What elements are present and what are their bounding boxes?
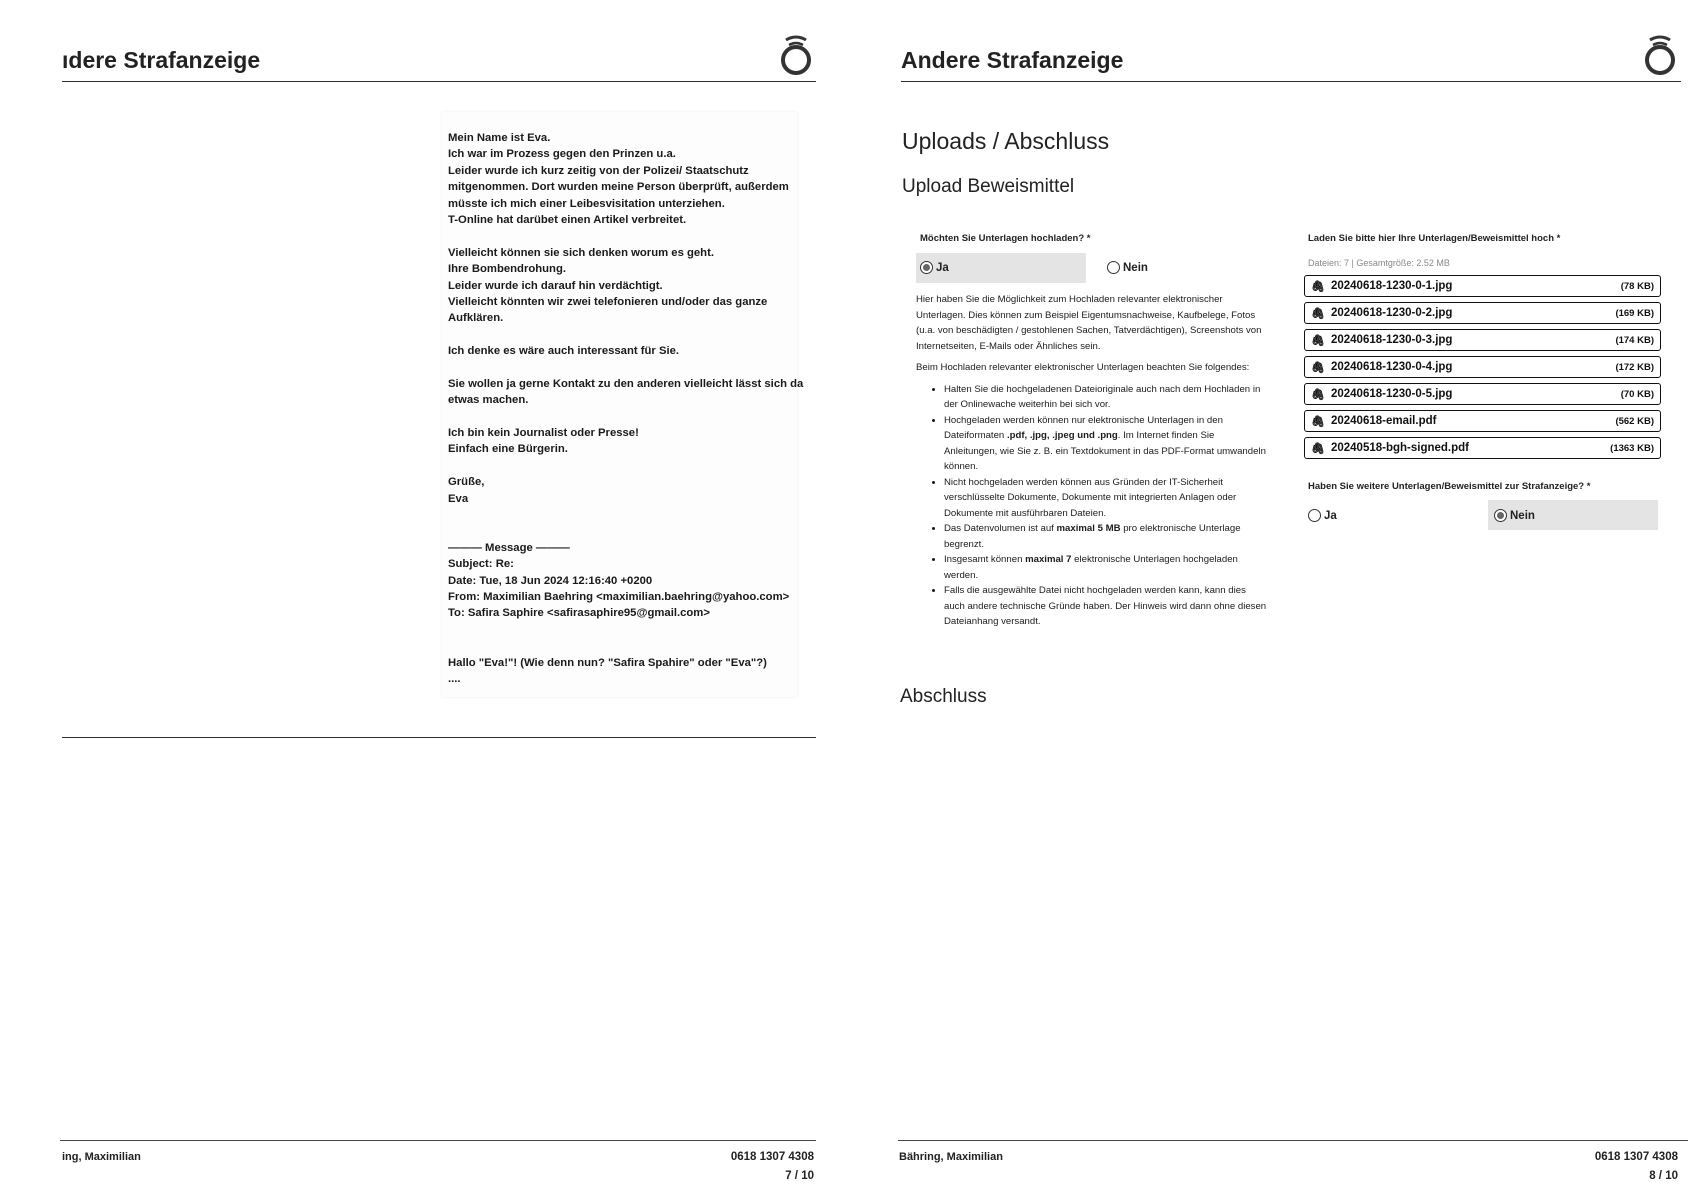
- email-line: Leider wurde ich kurz zeitig von der Polizei/ Staatschutz: [448, 164, 749, 177]
- email-line: T-Online hat darübet einen Artikel verbreitet.: [448, 213, 687, 226]
- file-name: 20240518-bgh-signed.pdf: [1330, 442, 1470, 454]
- paperclip-icon: 🖇: [1311, 280, 1325, 293]
- uploaded-file-item[interactable]: [1304, 437, 1661, 459]
- info-bullet: • Hochgeladen werden können nur elektronische Unterlagen in den Dateiformaten .pdf, .jpg, .jpeg und .png. Im Internet finden Sie Anleitungen, wie Sie z. B. ein Textdokument in das PDF-Format umwandeln können.: [944, 413, 1268, 475]
- radio-more-yes[interactable]: [1308, 509, 1337, 522]
- email-line: [448, 359, 793, 375]
- file-name: 20240618-1230-0-1.jpg: [1330, 280, 1453, 292]
- radio-label: Ja: [936, 261, 949, 274]
- email-line: Vielleicht könnten wir zwei telefonieren und/oder das ganze: [448, 295, 768, 308]
- email-line: etwas machen.: [448, 394, 529, 407]
- email-line: Vielleicht können sie sich denken worum es geht.: [448, 246, 714, 259]
- email-line: [448, 409, 793, 425]
- paperclip-icon: 🖇: [1311, 415, 1325, 428]
- subsection-title: Upload Beweismittel: [902, 176, 1075, 197]
- email-line: To: Safira Saphire <safirasaphire95@gmail.com>: [448, 607, 710, 620]
- email-line: Aufklären.: [448, 312, 504, 325]
- uploaded-file-list: [1304, 275, 1661, 464]
- paperclip-icon: 🖇: [1311, 307, 1325, 320]
- info-list: [916, 382, 1268, 630]
- email-line: müsste ich mich einer Leibesvisitation unterziehen.: [448, 197, 725, 210]
- email-line: ——— Message ———: [448, 541, 570, 554]
- content-rule: [62, 737, 816, 738]
- police-logo-icon: [776, 32, 816, 76]
- footer-number: 0618 1307 4308: [1594, 1151, 1678, 1163]
- file-name: 20240618-1230-0-3.jpg: [1330, 334, 1453, 346]
- email-screenshot: [442, 112, 804, 697]
- email-line: [448, 622, 793, 638]
- email-body: [448, 130, 804, 687]
- file-size: (169 KB): [1615, 307, 1654, 319]
- email-line: Subject: Re:: [448, 558, 514, 571]
- info-bullet: • Das Datenvolumen ist auf maximal 5 MB pro elektronische Unterlage begrenzt.: [944, 521, 1268, 552]
- footer-rule: [60, 1140, 816, 1141]
- email-line: Ich bin kein Journalist oder Presse!: [448, 427, 639, 440]
- file-size: (174 KB): [1615, 334, 1654, 346]
- more-uploads-question-label: Haben Sie weitere Unterlagen/Beweismittel zur Strafanzeige? *: [1308, 481, 1591, 492]
- info-bullet: • Falls die ausgewählte Datei nicht hochgeladen werden kann, kann dies auch andere technische Gründe haben. Der Hinweis wird dann ohne diesen Dateianhang versandt.: [944, 583, 1268, 630]
- email-line: [448, 458, 793, 474]
- page-header-title: Andere Strafanzeige: [901, 47, 1124, 73]
- email-line: Sie wollen ja gerne Kontakt zu den anderen vielleicht lässt sich da: [448, 377, 804, 390]
- info-bullet: • Nicht hochgeladen werden können aus Gründen der IT-Sicherheit verschlüsselte Dokumente, Dokumente mit integrierten Anlagen oder Dokumente mit ausführbaren Dateien.: [944, 475, 1268, 522]
- radio-label: Ja: [1324, 509, 1337, 522]
- email-line: [448, 523, 793, 539]
- radio-unchecked-icon: [1308, 509, 1321, 522]
- upload-question-label: Möchten Sie Unterlagen hochladen? *: [920, 233, 1091, 244]
- paperclip-icon: 🖇: [1311, 334, 1325, 347]
- upload-summary: Dateien: 7 | Gesamtgröße: 2.52 MB: [1308, 258, 1450, 268]
- footer-page-number: 8 / 10: [1649, 1170, 1678, 1182]
- info-bullet: • Halten Sie die hochgeladenen Dateioriginale auch nach dem Hochladen in der Onlinewache weiterhin bei sich vor.: [944, 382, 1268, 413]
- section-title: Uploads / Abschluss: [902, 128, 1110, 154]
- uploaded-file-item[interactable]: [1304, 302, 1661, 324]
- email-line: [448, 507, 793, 523]
- email-line: Ihre Bombendrohung.: [448, 263, 566, 276]
- uploaded-file-item[interactable]: [1304, 329, 1661, 351]
- file-size: (70 KB): [1620, 388, 1654, 400]
- info-bullet: • Insgesamt können maximal 7 elektronische Unterlagen hochgeladen werden.: [944, 552, 1268, 583]
- email-line: Date: Tue, 18 Jun 2024 12:16:40 +0200: [448, 574, 653, 587]
- abschluss-title: Abschluss: [900, 686, 987, 707]
- page-header-title: ıdere Strafanzeige: [62, 47, 261, 73]
- footer-number: 0618 1307 4308: [730, 1151, 814, 1163]
- footer-name: Bähring, Maximilian: [899, 1151, 1003, 1163]
- file-size: (172 KB): [1615, 361, 1654, 373]
- radio-more-no[interactable]: [1494, 509, 1535, 522]
- file-name: 20240618-email.pdf: [1330, 415, 1437, 427]
- radio-label: Nein: [1123, 261, 1148, 274]
- email-line: [448, 638, 793, 654]
- info-paragraph: Beim Hochladen relevanter elektronischer Unterlagen beachten Sie folgendes:: [916, 362, 1250, 373]
- radio-upload-yes[interactable]: [920, 261, 949, 274]
- file-size: (562 KB): [1615, 415, 1654, 427]
- radio-checked-icon: [1494, 509, 1507, 522]
- email-line: mitgenommen. Dort wurden meine Person überprüft, außerdem: [448, 181, 789, 194]
- radio-unchecked-icon: [1107, 261, 1120, 274]
- email-line: [448, 228, 793, 244]
- radio-label: Nein: [1510, 509, 1535, 522]
- file-size: (1363 KB): [1610, 442, 1654, 454]
- email-line: ....: [448, 672, 461, 685]
- email-line: Grüße,: [448, 476, 485, 489]
- email-line: From: Maximilian Baehring <maximilian.baehring@yahoo.com>: [448, 590, 790, 603]
- paperclip-icon: 🖇: [1311, 388, 1325, 401]
- upload-info-text: [916, 292, 1268, 630]
- email-line: Einfach eine Bürgerin.: [448, 443, 568, 456]
- file-name: 20240618-1230-0-4.jpg: [1330, 361, 1453, 373]
- police-logo-icon: [1640, 32, 1680, 76]
- file-name: 20240618-1230-0-5.jpg: [1330, 388, 1453, 400]
- email-line: Ich war im Prozess gegen den Prinzen u.a.: [448, 148, 676, 161]
- footer-page-number: 7 / 10: [785, 1170, 814, 1182]
- file-size: (78 KB): [1620, 280, 1654, 292]
- email-line: Ich denke es wäre auch interessant für Sie.: [448, 345, 680, 358]
- radio-checked-icon: [920, 261, 933, 274]
- uploaded-file-item[interactable]: [1304, 410, 1661, 432]
- page-right: [848, 0, 1696, 1199]
- radio-upload-no[interactable]: [1107, 261, 1148, 274]
- email-line: Hallo "Eva!"! (Wie denn nun? "Safira Spahire" oder "Eva"?): [448, 656, 767, 669]
- email-line: [448, 327, 793, 343]
- paperclip-icon: 🖇: [1311, 361, 1325, 374]
- uploaded-file-item[interactable]: [1304, 275, 1661, 297]
- header-rule: [62, 81, 816, 82]
- header-rule: [901, 81, 1681, 82]
- email-line: Mein Name ist Eva.: [448, 132, 551, 144]
- email-line: Eva: [448, 492, 469, 505]
- email-line: Leider wurde ich darauf hin verdächtigt.: [448, 279, 663, 292]
- upload-field-label: Laden Sie bitte hier Ihre Unterlagen/Beweismittel hoch *: [1308, 233, 1561, 244]
- uploaded-file-item[interactable]: [1304, 383, 1661, 405]
- file-name: 20240618-1230-0-2.jpg: [1330, 307, 1453, 319]
- uploaded-file-item[interactable]: [1304, 356, 1661, 378]
- footer-name: ing, Maximilian: [62, 1151, 141, 1163]
- paperclip-icon: 🖇: [1311, 442, 1325, 455]
- info-paragraph: Hier haben Sie die Möglichkeit zum Hochladen relevanter elektronischer Unterlagen. Dies können zum Beispiel Eigentumsnachweise, Kaufbelege, Fotos (u.a. von beschädigten / gestohlenen Sachen, Tatverdächtigen), Screenshots von Internetseiten, E-Mails oder Ähnliches sein.: [916, 294, 1262, 352]
- footer-rule: [898, 1140, 1688, 1141]
